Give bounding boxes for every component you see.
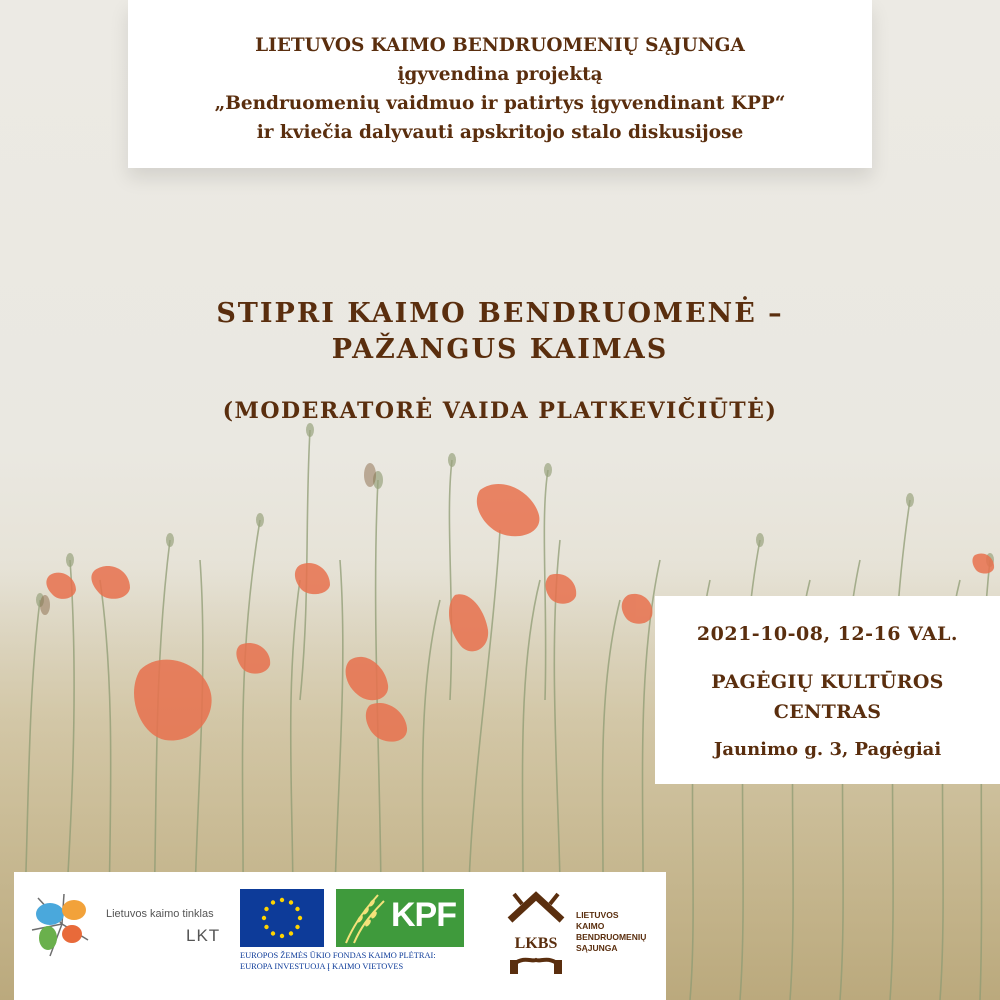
lkt-name: Lietuvos kaimo tinklas — [106, 908, 214, 920]
event-venue — [655, 667, 1000, 727]
intro-line: įgyvendina projektą — [397, 64, 603, 85]
event-address: Jaunimo g. 3, Pagėgiai — [713, 739, 942, 760]
sponsor-logos — [14, 872, 666, 1000]
lkbs-house-handshake-icon — [500, 890, 572, 980]
moderator-line: (MODERATORĖ VAIDA PLATKEVIČIŪTĖ) — [222, 398, 778, 424]
lkt-butterfly-icon — [28, 890, 98, 960]
eu-caption-line-1: EUROPOS ŽEMĖS ŪKIO FONDAS KAIMO PLĖTRAI: — [240, 951, 436, 960]
lkbs-line-3: BENDRUOMENIŲ — [576, 932, 647, 942]
wheat-icon — [338, 889, 388, 947]
venue-line-2: CENTRAS — [773, 701, 882, 723]
lkt-abbr: LKT — [186, 926, 221, 945]
event-headline — [0, 296, 1000, 368]
intro-box — [128, 0, 872, 168]
event-details-box — [655, 596, 1000, 784]
lkbs-line-1: LIETUVOS — [576, 910, 619, 920]
eu-caption-line-2: EUROPA INVESTUOJA Į KAIMO VIETOVES — [240, 962, 404, 971]
lkt-logo — [28, 890, 228, 970]
lkbs-name — [576, 910, 646, 954]
event-datetime: 2021-10-08, 12-16 VAL. — [696, 623, 959, 645]
invitation-line: ir kviečia dalyvauti apskritojo stalo diskusijose — [256, 122, 744, 143]
lkbs-logo — [500, 890, 650, 980]
lkbs-abbr: LKBS — [514, 935, 558, 952]
venue-line-1: PAGĖGIŲ KULTŪROS — [711, 671, 944, 693]
headline-line-2: PAŽANGUS KAIMAS — [331, 334, 669, 365]
eu-flag-icon — [240, 889, 324, 947]
organizer-name: LIETUVOS KAIMO BENDRUOMENIŲ SĄJUNGA — [255, 35, 745, 56]
kpf-badge — [336, 889, 464, 947]
lkbs-line-2: KAIMO — [576, 921, 605, 931]
kpf-label: KPF — [391, 896, 456, 934]
eu-kpf-logo — [240, 889, 464, 971]
lkbs-line-4: SĄJUNGA — [576, 943, 618, 953]
project-title: „Bendruomenių vaidmuo ir patirtys įgyvendinant KPP“ — [214, 93, 786, 114]
eu-caption — [240, 950, 464, 972]
headline-line-1: STIPRI KAIMO BENDRUOMENĖ – — [216, 298, 784, 329]
